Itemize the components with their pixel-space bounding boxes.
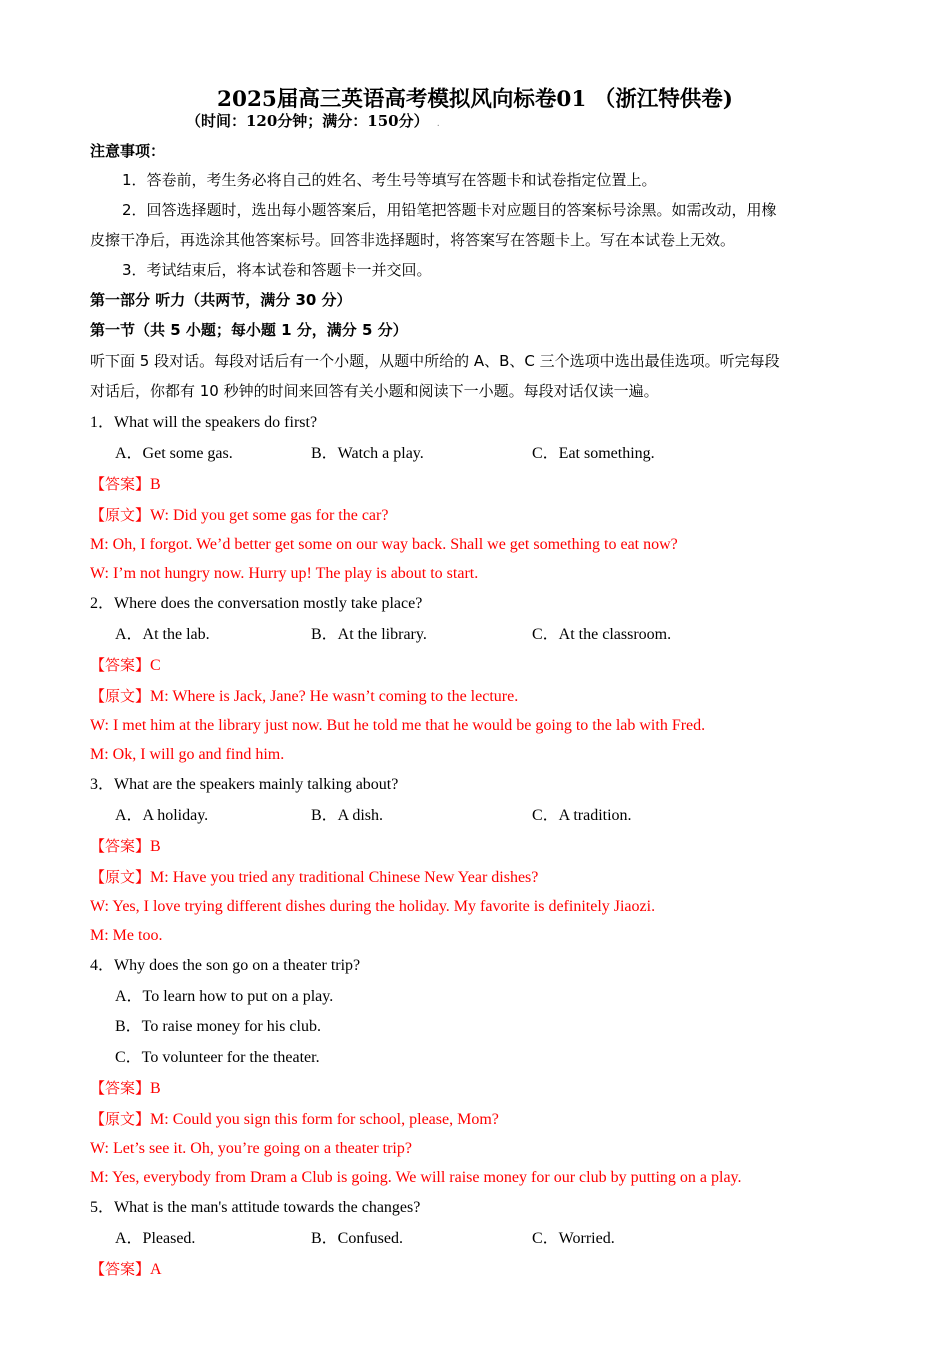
q3-transcript-line-2: W: Yes, I love trying different dishes during the holiday. My favorite is definitely Jiaozi. (90, 898, 656, 915)
q5-answer (90, 1259, 870, 1281)
q2-answer-value: C (150, 657, 161, 674)
q1-answer-value: B (150, 476, 161, 493)
question-4: 4．Why does the son go on a theater trip? (90, 957, 361, 974)
q3-answer (90, 836, 870, 858)
q4-transcript-line-2: W: Let’s see it. Oh, you’re going on a theater trip? (90, 1140, 412, 1157)
q4-answer-value: B (150, 1080, 161, 1097)
question-3: 3．What are the speakers mainly talking about? (90, 776, 399, 793)
section1-instructions-b: 对话后，你都有 10 秒钟的时间来回答有关小题和阅读下一小题。每段对话仅读一遍。 (90, 382, 659, 400)
q4-answer (90, 1078, 870, 1100)
section1-heading: 第一节（共 5 小题；每小题 1 分，满分 5 分） (90, 321, 408, 339)
transcript-label: 【原文】 (90, 1110, 151, 1128)
notice-item-2b: 皮擦干净后，再选涂其他答案标号。回答非选择题时，将答案写在答题卡上。写在本试卷上无效。 (90, 231, 736, 249)
q2-transcript-line-2: W: I met him at the library just now. But he told me that he would be going to the lab with Fred. (90, 717, 706, 734)
answer-label: 【答案】 (90, 1260, 151, 1278)
q4-option-b: B．To raise money for his club. (115, 1018, 321, 1035)
q4-option-a: A．To learn how to put on a play. (115, 988, 334, 1005)
answer-label: 【答案】 (90, 475, 151, 493)
q3-transcript-line-3: M: Me too. (90, 927, 163, 944)
question-1: 1．What will the speakers do first? (90, 414, 318, 431)
transcript-label: 【原文】 (90, 687, 151, 705)
q5-answer-value: A (150, 1261, 162, 1278)
answer-label: 【答案】 (90, 837, 151, 855)
transcript-label: 【原文】 (90, 868, 151, 886)
transcript-label: 【原文】 (90, 506, 151, 524)
q3-option-b: B．A dish. (311, 807, 384, 824)
notice-item-3: 3．考试结束后，将本试卷和答题卡一并交回。 (122, 261, 432, 279)
q2-transcript (90, 686, 870, 708)
page-title: 2025届高三英语高考模拟风向标卷01 （浙江特供卷) (217, 87, 733, 112)
q1-option-a: A．Get some gas. (115, 445, 233, 462)
q5-option-c: C．Worried. (532, 1230, 615, 1247)
q2-answer (90, 655, 870, 677)
q3-transcript (90, 867, 870, 889)
notice-item-1: 1．答卷前，考生务必将自己的姓名、考生号等填写在答题卡和试卷指定位置上。 (122, 171, 657, 189)
notice-item-2a: 2．回答选择题时，选出每小题答案后，用铅笔把答题卡对应题目的答案标号涂黑。如需改动，用橡 (122, 201, 777, 219)
q3-option-a: A．A holiday. (115, 807, 209, 824)
q4-transcript (90, 1109, 870, 1131)
section1-instructions-a: 听下面 5 段对话。每段对话后有一个小题，从题中所给的 A、B、C 三个选项中选出最佳选项。听完每段 (90, 352, 780, 370)
q1-transcript-line-1: W: Did you get some gas for the car? (150, 507, 389, 524)
answer-label: 【答案】 (90, 1079, 151, 1097)
q4-transcript-line-1: M: Could you sign this form for school, please, Mom? (150, 1111, 499, 1128)
q2-transcript-line-3: M: Ok, I will go and find him. (90, 746, 285, 763)
question-2: 2．Where does the conversation mostly take place? (90, 595, 423, 612)
q1-transcript-line-2: M: Oh, I forgot. We’d better get some on our way back. Shall we get something to eat now? (90, 536, 678, 553)
part1-heading: 第一部分 听力（共两节，满分 30 分） (90, 291, 352, 309)
q3-answer-value: B (150, 838, 161, 855)
q4-transcript-line-3: M: Yes, everybody from Dram a Club is going. We will raise money for our club by putting on a play. (90, 1169, 742, 1186)
q1-option-c: C．Eat something. (532, 445, 655, 462)
small-dot-mark: . (437, 118, 440, 129)
q5-option-b: B．Confused. (311, 1230, 404, 1247)
q2-option-a: A．At the lab. (115, 626, 210, 643)
q2-option-b: B．At the library. (311, 626, 427, 643)
q5-option-a: A．Pleased. (115, 1230, 196, 1247)
q2-option-c: C．At the classroom. (532, 626, 672, 643)
q3-option-c: C．A tradition. (532, 807, 632, 824)
exam-time-score: （时间：120分钟；满分：150分） (186, 112, 429, 130)
q1-transcript (90, 505, 870, 527)
q1-transcript-line-3: W: I’m not hungry now. Hurry up! The play is about to start. (90, 565, 479, 582)
q4-option-c: C．To volunteer for the theater. (115, 1049, 320, 1066)
q1-option-b: B．Watch a play. (311, 445, 424, 462)
question-5: 5．What is the man's attitude towards the changes? (90, 1199, 421, 1216)
notice-heading: 注意事项： (90, 142, 166, 160)
q2-transcript-line-1: M: Where is Jack, Jane? He wasn’t coming to the lecture. (150, 688, 519, 705)
q3-transcript-line-1: M: Have you tried any traditional Chinese New Year dishes? (150, 869, 539, 886)
q1-answer (90, 474, 870, 496)
answer-label: 【答案】 (90, 656, 151, 674)
